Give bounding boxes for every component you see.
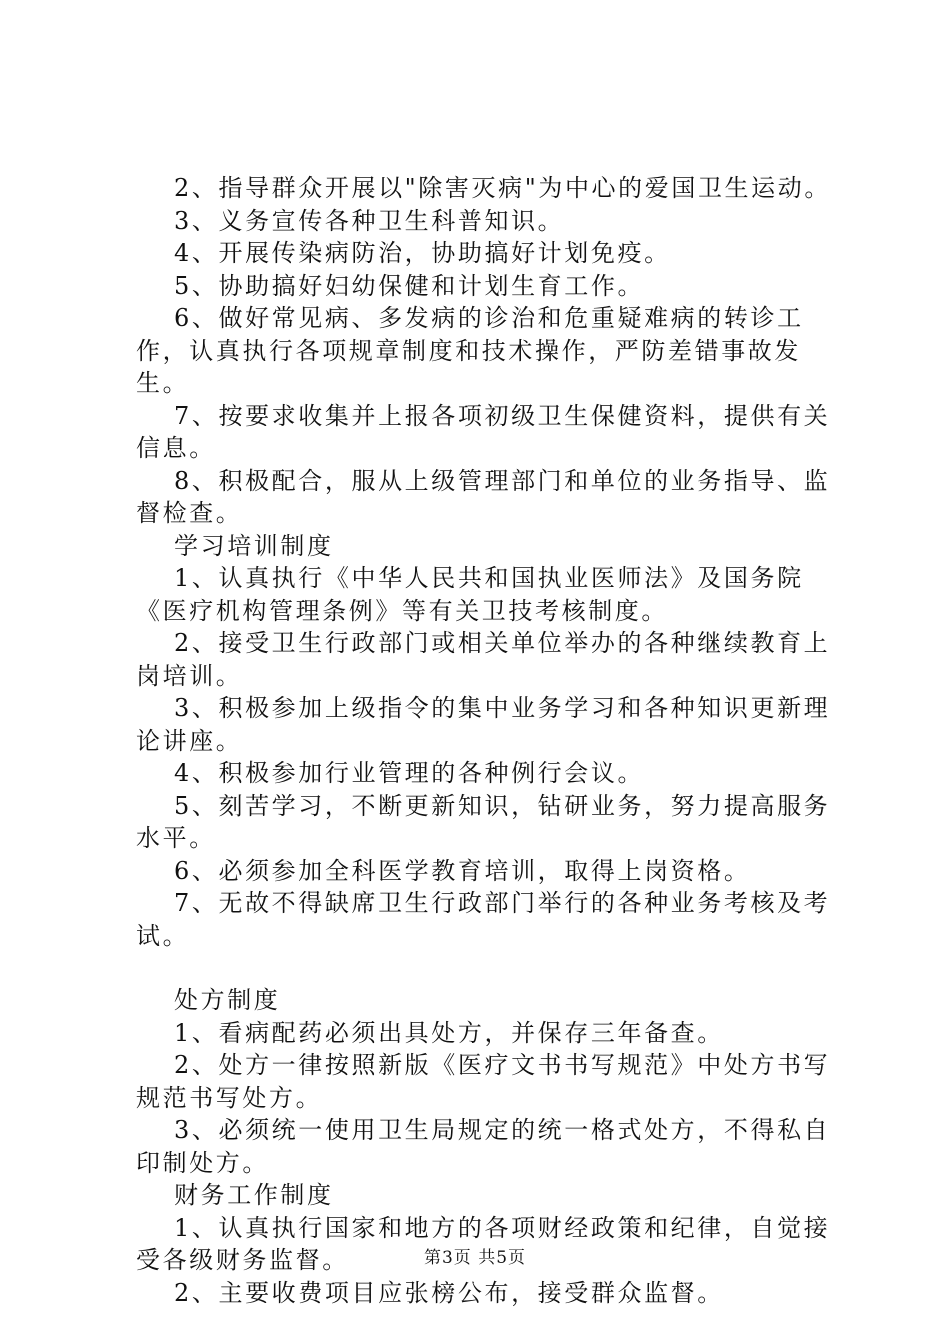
paragraph: 1、认真执行国家和地方的各项财经政策和纪律，自觉接受各级财务监督。	[136, 1213, 831, 1274]
paragraph: 2、主要收费项目应张榜公布，接受群众监督。	[174, 1278, 724, 1307]
document-body	[136, 172, 836, 1309]
paragraph: 2、接受卫生行政部门或相关单位举办的各种继续教育上岗培训。	[136, 629, 831, 690]
paragraph: 4、积极参加行业管理的各种例行会议。	[174, 759, 645, 787]
paragraph: 6、必须参加全科医学教育培训，取得上岗资格。	[174, 856, 751, 885]
page-footer: 第3页 共5页	[423, 1248, 527, 1268]
paragraph: 3、义务宣传各种卫生科普知识。	[174, 206, 565, 235]
paragraph: 6、做好常见病、多发病的诊治和危重疑难病的转诊工作，认真执行各项规章制度和技术操作，严防差错事故发生。	[136, 304, 804, 397]
blank-line	[136, 952, 836, 984]
paragraph: 1、认真执行《中华人民共和国执业医师法》及国务院《医疗机构管理条例》等有关卫技考核制度。	[136, 564, 804, 625]
paragraph: 1、看病配药必须出具处方，并保存三年备查。	[174, 1018, 724, 1047]
paragraph: 3、积极参加上级指令的集中业务学习和各种知识更新理论讲座。	[136, 694, 831, 755]
paragraph: 7、无故不得缺席卫生行政部门举行的各种业务考核及考试。	[136, 889, 831, 950]
section-heading: 处方制度	[174, 986, 281, 1014]
paragraph: 8、积极配合，服从上级管理部门和单位的业务指导、监督检查。	[136, 466, 831, 527]
paragraph: 2、指导群众开展以"除害灭病"为中心的爱国卫生运动。	[174, 174, 831, 202]
section-heading: 学习培训制度	[174, 531, 334, 560]
paragraph: 5、协助搞好妇幼保健和计划生育工作。	[174, 271, 645, 300]
section-heading: 财务工作制度	[174, 1181, 334, 1209]
paragraph: 4、开展传染病防治，协助搞好计划免疫。	[174, 239, 671, 267]
paragraph: 2、处方一律按照新版《医疗文书书写规范》中处方书写规范书写处方。	[136, 1051, 831, 1112]
paragraph: 5、刻苦学习，不断更新知识，钻研业务，努力提高服务水平。	[136, 791, 831, 852]
paragraph: 7、按要求收集并上报各项初级卫生保健资料，提供有关信息。	[136, 401, 831, 462]
paragraph: 3、必须统一使用卫生局规定的统一格式处方，不得私自印制处方。	[136, 1116, 831, 1177]
